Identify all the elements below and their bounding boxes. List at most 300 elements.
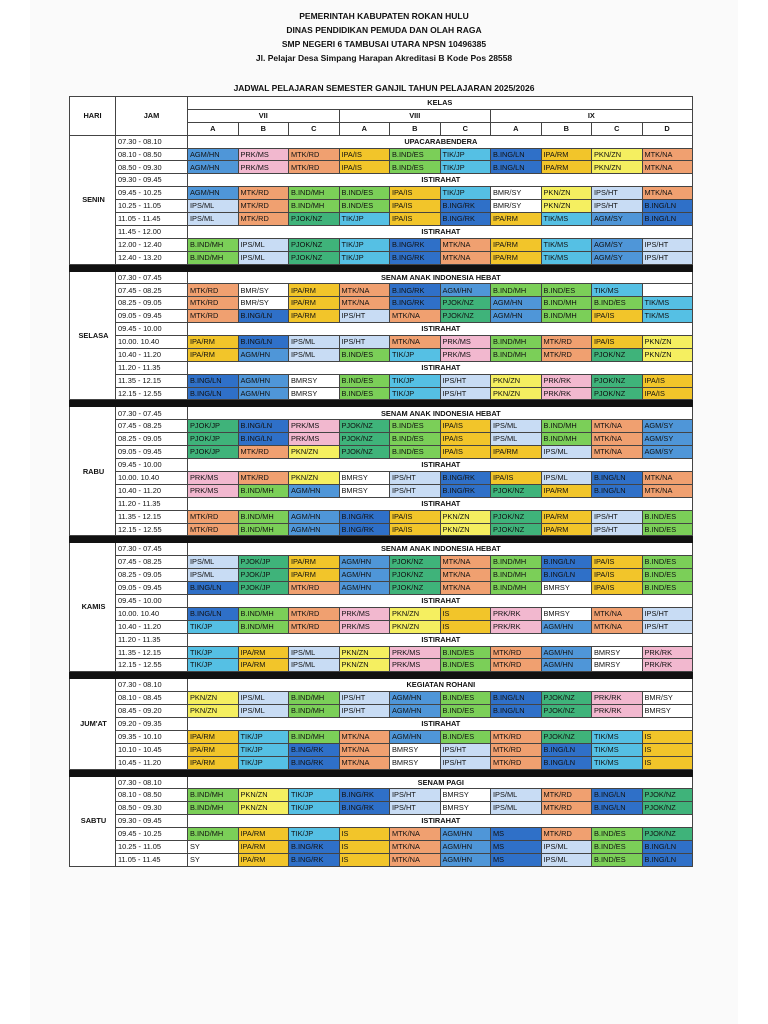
- subject-cell: B.ING/LN: [541, 569, 592, 582]
- subject-cell: PJOK/NZ: [642, 828, 692, 841]
- time-slot: 10.00. 10.40: [116, 471, 188, 484]
- subject-cell: BMRSY: [541, 607, 592, 620]
- subject-cell: PKN/ZN: [642, 348, 692, 361]
- subject-cell: IPA/RM: [188, 336, 239, 349]
- subject-cell: IPS/ML: [188, 200, 239, 213]
- table-row: [70, 387, 693, 400]
- subject-cell: B.IND/MH: [238, 510, 289, 523]
- table-row: [70, 310, 693, 323]
- subject-cell: B.IND/MH: [491, 284, 542, 297]
- table-row: [70, 705, 693, 718]
- subject-cell: PRK/RK: [592, 705, 643, 718]
- time-slot: 10.25 - 11.05: [116, 200, 188, 213]
- subject-cell: B.IND/ES: [592, 828, 643, 841]
- activity-row: SENAM ANAK INDONESIA HEBAT: [188, 543, 693, 556]
- letterhead-line-1: PEMERINTAH KABUPATEN ROKAN HULU: [299, 11, 469, 21]
- subject-cell: TIK/JP: [238, 756, 289, 769]
- time-slot: 07.30 - 07.45: [116, 407, 188, 420]
- subject-cell: AGM/HN: [339, 582, 390, 595]
- subject-cell: B.ING/LN: [541, 556, 592, 569]
- subject-cell: B.ING/RK: [339, 510, 390, 523]
- subject-cell: MTK/NA: [440, 556, 491, 569]
- subject-cell: B.ING/LN: [592, 484, 643, 497]
- time-slot: 09.30 - 09.45: [116, 815, 188, 828]
- subject-cell: MTK/RD: [289, 620, 340, 633]
- time-slot: 10.00. 10.40: [116, 336, 188, 349]
- subject-cell: PRK/MS: [289, 420, 340, 433]
- subject-cell: IPS/HT: [592, 200, 643, 213]
- time-slot: 07.30 - 07.45: [116, 271, 188, 284]
- subject-cell: IPA/RM: [491, 238, 542, 251]
- subject-cell: B.ING/RK: [289, 840, 340, 853]
- subject-cell: B.ING/LN: [188, 374, 239, 387]
- subject-cell: AGM/HN: [541, 659, 592, 672]
- subject-cell: PRK/RK: [491, 620, 542, 633]
- subject-cell: B.IND/MH: [188, 802, 239, 815]
- subject-cell: AGM/SY: [592, 213, 643, 226]
- subject-cell: PJOK/NZ: [339, 433, 390, 446]
- activity-row: SENAM PAGI: [188, 776, 693, 789]
- time-slot: 07.45 - 08.25: [116, 556, 188, 569]
- subject-cell: B.ING/LN: [238, 433, 289, 446]
- subject-cell: TIK/JP: [390, 374, 441, 387]
- subject-cell: PRK/MS: [289, 433, 340, 446]
- grade-header-vii: VII: [188, 109, 340, 122]
- subject-cell: MTK/NA: [440, 251, 491, 264]
- subject-cell: B.ING/RK: [339, 789, 390, 802]
- subject-cell: B.IND/MH: [491, 348, 542, 361]
- table-row: [70, 853, 693, 866]
- day-name: KAMIS: [70, 543, 116, 672]
- subject-cell: B.ING/RK: [339, 802, 390, 815]
- subject-cell: B.ING/LN: [491, 692, 542, 705]
- subject-cell: MTK/NA: [642, 187, 692, 200]
- subject-cell: IPA/IS: [592, 556, 643, 569]
- subject-cell: IPS/ML: [541, 446, 592, 459]
- subject-cell: MS: [491, 853, 542, 866]
- subject-cell: B.ING/RK: [289, 853, 340, 866]
- time-slot: 09.30 - 09.45: [116, 174, 188, 187]
- subject-cell: TIK/JP: [289, 828, 340, 841]
- subject-cell: BMRSY: [440, 802, 491, 815]
- subject-cell: TIK/MS: [592, 284, 643, 297]
- subject-cell: BMRSY: [339, 471, 390, 484]
- subject-cell: BMRSY: [289, 374, 340, 387]
- subject-cell: IPS/HT: [642, 620, 692, 633]
- subject-cell: TIK/JP: [339, 251, 390, 264]
- subject-cell: MTK/NA: [339, 297, 390, 310]
- subject-cell: IPS/ML: [188, 213, 239, 226]
- subject-cell: MTK/NA: [642, 471, 692, 484]
- time-slot: 10.00. 10.40: [116, 607, 188, 620]
- time-slot: 11.35 - 12.15: [116, 510, 188, 523]
- activity-row: ISTIRAHAT: [188, 594, 693, 607]
- subject-cell: PJOK/NZ: [339, 446, 390, 459]
- subject-cell: IPS/HT: [592, 187, 643, 200]
- subject-cell: AGM/HN: [188, 187, 239, 200]
- time-slot: 09.05 - 09.45: [116, 582, 188, 595]
- time-slot: 12.00 - 12.40: [116, 238, 188, 251]
- subject-cell: MTK/RD: [541, 802, 592, 815]
- subject-cell: MTK/NA: [339, 756, 390, 769]
- subject-cell: PKN/ZN: [592, 148, 643, 161]
- subject-cell: B.IND/MH: [541, 433, 592, 446]
- activity-row: SENAM ANAK INDONESIA HEBAT: [188, 271, 693, 284]
- subject-cell: PJOK/NZ: [440, 297, 491, 310]
- subject-cell: PRK/RK: [541, 374, 592, 387]
- subject-cell: IPA/RM: [289, 284, 340, 297]
- subject-cell: B.IND/ES: [440, 659, 491, 672]
- subject-cell: MTK/RD: [541, 348, 592, 361]
- subject-cell: IPA/RM: [491, 446, 542, 459]
- subject-cell: MTK/NA: [440, 238, 491, 251]
- subject-cell: AGM/HN: [238, 387, 289, 400]
- subject-cell: IPS/HT: [642, 251, 692, 264]
- subject-cell: IPS/ML: [491, 802, 542, 815]
- time-slot: 10.10 - 10.45: [116, 743, 188, 756]
- subject-cell: IPA/RM: [188, 730, 239, 743]
- time-slot: 07.45 - 08.25: [116, 284, 188, 297]
- subject-cell: PKN/ZN: [289, 446, 340, 459]
- subject-cell: MTK/RD: [188, 297, 239, 310]
- subject-cell: PJOK/NZ: [541, 730, 592, 743]
- table-row: [70, 497, 693, 510]
- subject-cell: AGM/SY: [642, 420, 692, 433]
- time-slot: 09.45 - 10.00: [116, 594, 188, 607]
- table-row: [70, 730, 693, 743]
- subject-cell: AGM/HN: [440, 840, 491, 853]
- day-name: SELASA: [70, 271, 116, 400]
- subject-cell: MTK/RD: [188, 284, 239, 297]
- subject-cell: PKN/ZN: [188, 692, 239, 705]
- subject-cell: B.IND/ES: [642, 523, 692, 536]
- time-slot: 12.15 - 12.55: [116, 387, 188, 400]
- time-slot: 10.45 - 11.20: [116, 756, 188, 769]
- activity-row: UPACARABENDERA: [188, 135, 693, 148]
- table-row: [70, 556, 693, 569]
- subject-cell: AGM/HN: [289, 523, 340, 536]
- subject-cell: IPA/IS: [390, 523, 441, 536]
- subject-cell: IS: [642, 743, 692, 756]
- subject-cell: IPA/RM: [238, 659, 289, 672]
- table-row: [70, 756, 693, 769]
- class-header: A: [491, 122, 542, 135]
- time-slot: 12.40 - 13.20: [116, 251, 188, 264]
- subject-cell: B.ING/LN: [188, 607, 239, 620]
- subject-cell: TIK/MS: [541, 213, 592, 226]
- letterhead-line-4: Jl. Pelajar Desa Simpang Harapan Akreditasi B Kode Pos 28558: [255, 53, 513, 63]
- subject-cell: AGM/HN: [188, 148, 239, 161]
- subject-cell: BMR/SY: [238, 284, 289, 297]
- subject-cell: MTK/RD: [289, 607, 340, 620]
- subject-cell: IPS/HT: [440, 374, 491, 387]
- subject-cell: B.ING/RK: [390, 284, 441, 297]
- table-row: [70, 646, 693, 659]
- subject-cell: IPS/HT: [390, 802, 441, 815]
- subject-cell: IPA/IS: [339, 148, 390, 161]
- table-row: [70, 446, 693, 459]
- subject-cell: BMRSY: [339, 484, 390, 497]
- letterhead: [0, 10, 768, 66]
- time-slot: 09.45 - 10.00: [116, 323, 188, 336]
- subject-cell: PJOK/NZ: [541, 692, 592, 705]
- table-row: [70, 284, 693, 297]
- subject-cell: IPA/RM: [541, 148, 592, 161]
- subject-cell: IPS/HT: [592, 510, 643, 523]
- subject-cell: B.ING/RK: [440, 200, 491, 213]
- subject-cell: PKN/ZN: [592, 161, 643, 174]
- subject-cell: MTK/RD: [289, 161, 340, 174]
- time-slot: 11.20 - 11.35: [116, 633, 188, 646]
- subject-cell: AGM/HN: [541, 646, 592, 659]
- subject-cell: PJOK/NZ: [642, 802, 692, 815]
- subject-cell: B.IND/MH: [491, 556, 542, 569]
- subject-cell: B.ING/LN: [592, 471, 643, 484]
- subject-cell: MTK/RD: [188, 310, 239, 323]
- subject-cell: MTK/NA: [440, 569, 491, 582]
- time-slot: 11.35 - 12.15: [116, 646, 188, 659]
- subject-cell: PKN/ZN: [491, 387, 542, 400]
- subject-cell: B.IND/MH: [541, 420, 592, 433]
- subject-cell: IPA/IS: [642, 374, 692, 387]
- table-row: [70, 187, 693, 200]
- subject-cell: IPS/HT: [339, 310, 390, 323]
- subject-cell: AGM/HN: [440, 284, 491, 297]
- day-name: RABU: [70, 407, 116, 536]
- header-row-kelas: [70, 97, 693, 110]
- subject-cell: IPS/HT: [339, 336, 390, 349]
- subject-cell: IPS/HT: [642, 238, 692, 251]
- subject-cell: PRK/MS: [188, 471, 239, 484]
- subject-cell: TIK/JP: [188, 620, 239, 633]
- subject-cell: TIK/JP: [440, 161, 491, 174]
- subject-cell: PKN/ZN: [541, 187, 592, 200]
- subject-cell: IPS/ML: [289, 646, 340, 659]
- class-header: C: [289, 122, 340, 135]
- subject-cell: TIK/MS: [592, 756, 643, 769]
- subject-cell: B.IND/MH: [491, 336, 542, 349]
- subject-cell: PKN/ZN: [339, 646, 390, 659]
- subject-cell: PKN/ZN: [188, 705, 239, 718]
- subject-cell: IPA/IS: [390, 213, 441, 226]
- subject-cell: MTK/NA: [592, 433, 643, 446]
- subject-cell: AGM/HN: [390, 692, 441, 705]
- subject-cell: PJOK/NZ: [592, 348, 643, 361]
- subject-cell: MTK/NA: [339, 743, 390, 756]
- table-row: [70, 471, 693, 484]
- subject-cell: PJOK/NZ: [289, 213, 340, 226]
- subject-cell: IPA/RM: [289, 556, 340, 569]
- day-name: SENIN: [70, 135, 116, 264]
- subject-cell: IPA/RM: [289, 569, 340, 582]
- subject-cell: TIK/MS: [642, 310, 692, 323]
- subject-cell: PKN/ZN: [390, 607, 441, 620]
- subject-cell: IS: [440, 620, 491, 633]
- subject-cell: B.IND/ES: [541, 284, 592, 297]
- subject-cell: TIK/JP: [289, 802, 340, 815]
- time-slot: 09.45 - 10.25: [116, 828, 188, 841]
- subject-cell: IPA/RM: [541, 523, 592, 536]
- subject-cell: IPS/ML: [541, 840, 592, 853]
- class-header: A: [339, 122, 390, 135]
- table-row: [70, 297, 693, 310]
- time-slot: 10.40 - 11.20: [116, 348, 188, 361]
- subject-cell: B.ING/LN: [238, 420, 289, 433]
- time-slot: 09.05 - 09.45: [116, 446, 188, 459]
- subject-cell: PRK/RK: [592, 692, 643, 705]
- subject-cell: AGM/HN: [339, 556, 390, 569]
- day-separator-bar: [70, 400, 693, 407]
- subject-cell: MTK/NA: [440, 582, 491, 595]
- subject-cell: B.ING/RK: [440, 213, 491, 226]
- subject-cell: IPS/ML: [238, 705, 289, 718]
- schedule-table: [69, 96, 693, 867]
- activity-row: SENAM ANAK INDONESIA HEBAT: [188, 407, 693, 420]
- subject-cell: B.IND/MH: [188, 828, 239, 841]
- subject-cell: PKN/ZN: [339, 659, 390, 672]
- subject-cell: TIK/JP: [390, 348, 441, 361]
- subject-cell: IPS/HT: [592, 523, 643, 536]
- subject-cell: PJOK/NZ: [289, 251, 340, 264]
- subject-cell: IPA/IS: [390, 187, 441, 200]
- subject-cell: MTK/RD: [238, 187, 289, 200]
- subject-cell: AGM/SY: [642, 446, 692, 459]
- day-separator: [70, 769, 693, 776]
- time-slot: 07.30 - 08.10: [116, 679, 188, 692]
- subject-cell: BMRSY: [390, 756, 441, 769]
- table-row: [70, 620, 693, 633]
- table-row: [70, 348, 693, 361]
- time-slot: 10.40 - 11.20: [116, 620, 188, 633]
- time-slot: 08.50 - 09.30: [116, 161, 188, 174]
- subject-cell: TIK/JP: [339, 238, 390, 251]
- subject-cell: IPS/ML: [289, 336, 340, 349]
- subject-cell: B.IND/ES: [440, 705, 491, 718]
- class-header: C: [440, 122, 491, 135]
- class-header: D: [642, 122, 692, 135]
- time-slot: 09.45 - 10.00: [116, 459, 188, 472]
- time-slot: 07.30 - 07.45: [116, 543, 188, 556]
- subject-cell: MTK/RD: [491, 730, 542, 743]
- table-row: [70, 213, 693, 226]
- subject-cell: B.ING/LN: [642, 200, 692, 213]
- table-row: [70, 543, 693, 556]
- subject-cell: SY: [188, 853, 239, 866]
- subject-cell: PRK/MS: [238, 161, 289, 174]
- subject-cell: TIK/JP: [188, 659, 239, 672]
- subject-cell: B.IND/ES: [390, 446, 441, 459]
- subject-cell: AGM/HN: [238, 348, 289, 361]
- subject-cell: PKN/ZN: [440, 510, 491, 523]
- day-separator-bar: [70, 264, 693, 271]
- subject-cell: B.IND/MH: [238, 523, 289, 536]
- subject-cell: B.IND/MH: [541, 297, 592, 310]
- table-row: [70, 582, 693, 595]
- activity-row: ISTIRAHAT: [188, 497, 693, 510]
- table-row: [70, 200, 693, 213]
- subject-cell: MS: [491, 840, 542, 853]
- subject-cell: MTK/RD: [491, 743, 542, 756]
- subject-cell: MTK/RD: [491, 756, 542, 769]
- subject-cell: B.ING/LN: [642, 840, 692, 853]
- subject-cell: TIK/MS: [541, 238, 592, 251]
- subject-cell: IPA/RM: [238, 646, 289, 659]
- time-slot: 07.45 - 08.25: [116, 420, 188, 433]
- subject-cell: BMRSY: [390, 743, 441, 756]
- subject-cell: PRK/RK: [491, 607, 542, 620]
- subject-cell: AGM/HN: [339, 569, 390, 582]
- subject-cell: PJOK/NZ: [642, 789, 692, 802]
- subject-cell: PRK/MS: [440, 336, 491, 349]
- subject-cell: TIK/JP: [390, 387, 441, 400]
- subject-cell: AGM/HN: [238, 374, 289, 387]
- subject-cell: B.ING/RK: [339, 523, 390, 536]
- activity-row: ISTIRAHAT: [188, 174, 693, 187]
- table-row: [70, 225, 693, 238]
- class-header: A: [188, 122, 239, 135]
- table-row: [70, 607, 693, 620]
- subject-cell: B.IND/ES: [592, 840, 643, 853]
- time-slot: 08.25 - 09.05: [116, 569, 188, 582]
- activity-row: ISTIRAHAT: [188, 633, 693, 646]
- subject-cell: IPS/ML: [188, 556, 239, 569]
- class-header: B: [390, 122, 441, 135]
- subject-cell: MTK/NA: [592, 607, 643, 620]
- day-separator: [70, 672, 693, 679]
- subject-cell: PRK/RK: [642, 646, 692, 659]
- subject-cell: TIK/JP: [289, 789, 340, 802]
- subject-cell: B.IND/MH: [289, 200, 340, 213]
- subject-cell: B.ING/RK: [390, 251, 441, 264]
- time-slot: 08.10 - 08.50: [116, 148, 188, 161]
- subject-cell: IPS/ML: [238, 238, 289, 251]
- subject-cell: PJOK/JP: [188, 446, 239, 459]
- subject-cell: TIK/JP: [238, 730, 289, 743]
- day-name: SABTU: [70, 776, 116, 866]
- subject-cell: BMR/SY: [642, 692, 692, 705]
- subject-cell: PJOK/JP: [238, 582, 289, 595]
- subject-cell: B.ING/LN: [491, 161, 542, 174]
- subject-cell: PJOK/JP: [188, 420, 239, 433]
- subject-cell: IPS/HT: [339, 705, 390, 718]
- subject-cell: PJOK/NZ: [390, 569, 441, 582]
- table-row: [70, 802, 693, 815]
- time-slot: 07.30 - 08.10: [116, 135, 188, 148]
- activity-row: ISTIRAHAT: [188, 717, 693, 730]
- subject-cell: B.IND/ES: [339, 374, 390, 387]
- subject-cell: MTK/NA: [390, 310, 441, 323]
- subject-cell: PJOK/NZ: [491, 484, 542, 497]
- subject-cell: PJOK/NZ: [440, 310, 491, 323]
- subject-cell: TIK/MS: [541, 251, 592, 264]
- subject-cell: PKN/ZN: [238, 789, 289, 802]
- subject-cell: TIK/MS: [592, 730, 643, 743]
- time-slot: 10.25 - 11.05: [116, 840, 188, 853]
- subject-cell: BMRSY: [440, 789, 491, 802]
- activity-row: ISTIRAHAT: [188, 459, 693, 472]
- subject-cell: IPA/IS: [339, 161, 390, 174]
- subject-cell: IS: [642, 756, 692, 769]
- subject-cell: MTK/RD: [289, 582, 340, 595]
- time-slot: 08.45 - 09.20: [116, 705, 188, 718]
- subject-cell: AGM/HN: [440, 853, 491, 866]
- subject-cell: MTK/NA: [390, 840, 441, 853]
- subject-cell: MTK/NA: [592, 420, 643, 433]
- subject-cell: PJOK/JP: [188, 433, 239, 446]
- class-header: B: [541, 122, 592, 135]
- subject-cell: B.ING/RK: [289, 743, 340, 756]
- subject-cell: TIK/JP: [339, 213, 390, 226]
